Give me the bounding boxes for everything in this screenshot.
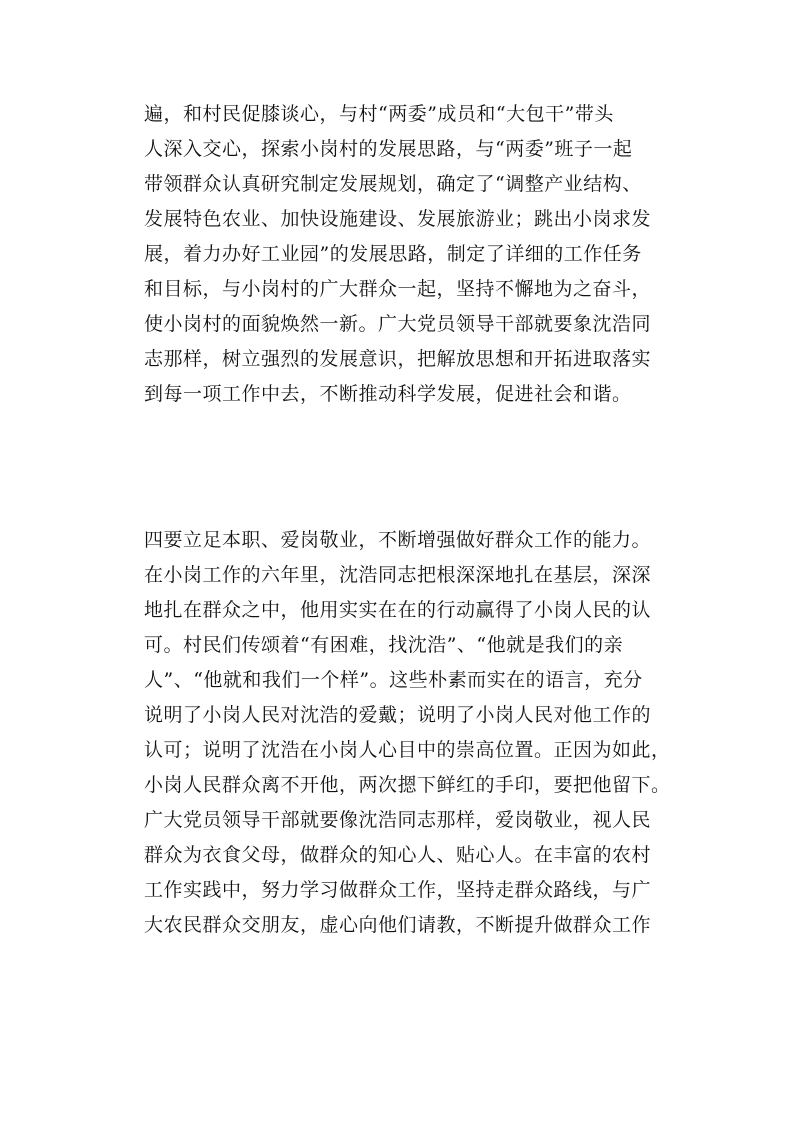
paragraph-line: 发展特色农业、加快设施建设、发展旅游业；跳出小岗求发 bbox=[144, 208, 652, 230]
paragraph-line: 广大党员领导干部就要像沈浩同志那样，爱岗敬业，视人民 bbox=[144, 809, 652, 831]
paragraph-line: 在小岗工作的六年里，沈浩同志把根深深地扎在基层，深深 bbox=[144, 564, 652, 586]
paragraph-line: 小岗人民群众离不开他，两次摁下鲜红的手印，要把他留下。 bbox=[144, 774, 671, 796]
paragraph-2 bbox=[144, 523, 671, 943]
paragraph-line: 四要立足本职、爱岗敬业，不断增强做好群众工作的能力。 bbox=[144, 529, 652, 551]
paragraph-line: 工作实践中，努力学习做群众工作，坚持走群众路线，与广 bbox=[144, 879, 652, 901]
paragraph-line: 到每一项工作中去，不断推动科学发展，促进社会和谐。 bbox=[144, 383, 632, 405]
paragraph-line: 地扎在群众之中，他用实实在在的行动赢得了小岗人民的认 bbox=[144, 599, 652, 621]
paragraph-line: 人”、“他就和我们一个样”。这些朴素而实在的语言，充分 bbox=[144, 669, 643, 691]
paragraph-line: 和目标，与小岗村的广大群众一起，坚持不懈地为之奋斗， bbox=[144, 278, 652, 300]
paragraph-line: 展，着力办好工业园”的发展思路，制定了详细的工作任务 bbox=[144, 243, 642, 265]
paragraph-line: 大农民群众交朋友，虚心向他们请教，不断提升做群众工作 bbox=[144, 914, 652, 936]
paragraph-1 bbox=[144, 97, 654, 412]
paragraph-line: 群众为衣食父母，做群众的知心人、贴心人。在丰富的农村 bbox=[144, 844, 652, 866]
paragraph-line: 说明了小岗人民对沈浩的爱戴；说明了小岗人民对他工作的 bbox=[144, 704, 652, 726]
paragraph-line: 遍，和村民促膝谈心，与村“两委”成员和“大包干”带头 bbox=[144, 103, 614, 125]
paragraph-line: 带领群众认真研究制定发展规划，确定了“调整产业结构、 bbox=[144, 173, 642, 195]
paragraph-line: 认可；说明了沈浩在小岗人心目中的崇高位置。正因为如此， bbox=[144, 739, 671, 761]
paragraph-line: 可。村民们传颂着“有困难，找沈浩”、“他就是我们的亲 bbox=[144, 634, 624, 656]
paragraph-line: 使小岗村的面貌焕然一新。广大党员领导干部就要象沈浩同 bbox=[144, 313, 652, 335]
paragraph-line: 志那样，树立强烈的发展意识，把解放思想和开拓进取落实 bbox=[144, 348, 652, 370]
paragraph-line: 人深入交心，探索小岗村的发展思路，与“两委”班子一起 bbox=[144, 138, 633, 160]
